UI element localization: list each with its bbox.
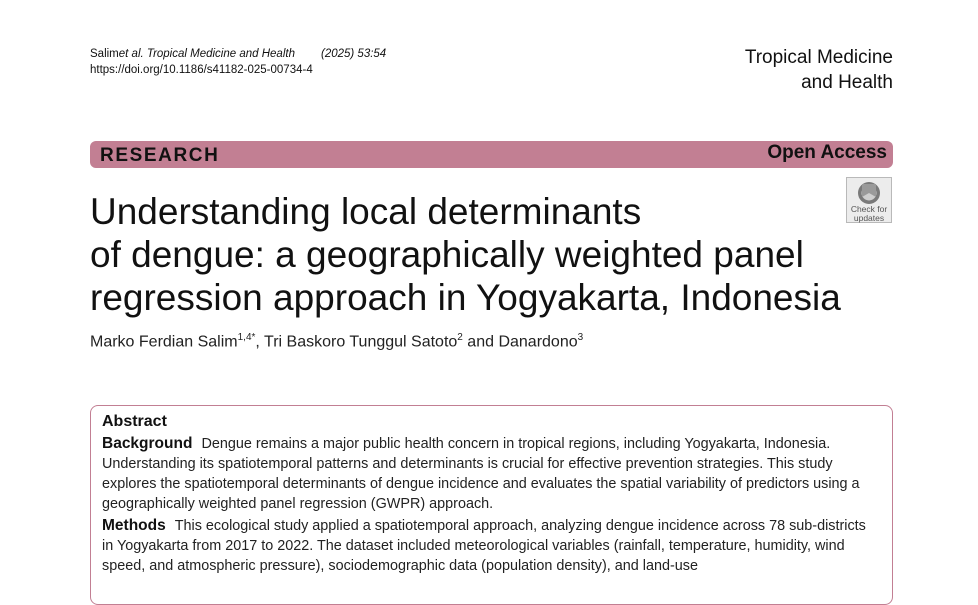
abstract-heading: Abstract: [102, 413, 167, 430]
abstract-background: [102, 434, 872, 514]
journal-name-line2: and Health: [801, 72, 893, 93]
article-type-banner: [90, 141, 893, 168]
author-3[interactable]: and Danardono: [462, 333, 578, 351]
methods-text: This ecological study applied a spatiotemporal approach, analyzing dengue incidence across 78 sub-districts in Yogyakarta from 2017 to 2022. The dataset included meteorological variables (rainfall, temperature, humidity, wind speed, and atmospheric pressure), sociodemographic data (population density), and land-use: [102, 518, 866, 574]
crossmark-text-line1: Check for: [850, 204, 888, 214]
doi-link[interactable]: https://doi.org/10.1186/s41182-025-00734-4: [90, 64, 313, 76]
abstract-methods: [102, 516, 872, 576]
journal-name-line1: Tropical Medicine: [744, 47, 893, 68]
author-1[interactable]: Marko Ferdian Salim: [90, 333, 238, 351]
background-text: Dengue remains a major public health concern in tropical regions, including Yogyakarta, Indonesia. Understanding its spatiotemporal patterns and determinants is crucial for effective prevention strategies. This study explores the spatiotemporal determinants of dengue incidence and evaluates the spatial variability of predictors using a geographically weighted panel regression (GWPR) approach.: [102, 436, 860, 512]
author-1-affiliation: 1,4*: [237, 332, 256, 343]
author-3-affiliation: 3: [577, 332, 584, 343]
article-title: [90, 190, 870, 319]
author-2[interactable]: , Tri Baskoro Tunggul Satoto: [255, 333, 458, 351]
article-type-label: RESEARCH: [100, 145, 220, 166]
citation-journal: et al. Tropical Medicine and Health: [118, 48, 295, 60]
citation-authors: Salim: [90, 48, 119, 60]
title-line1: Understanding local determinants: [90, 191, 642, 232]
crossmark-text-line2: updates: [853, 212, 885, 223]
abstract-box: [90, 405, 893, 605]
title-line2: of dengue: a geographically weighted panel: [90, 234, 804, 275]
citation-year: (2025) 53:54: [320, 48, 387, 60]
author-list: [90, 332, 583, 351]
open-access-label: Open Access: [767, 142, 887, 163]
citation-block: [90, 46, 386, 78]
title-line3: regression approach in Yogyakarta, Indonesia: [90, 277, 841, 318]
methods-label: Methods: [102, 517, 166, 534]
background-label: Background: [102, 435, 193, 452]
journal-name: [745, 45, 893, 95]
author-2-affiliation: 2: [457, 332, 463, 343]
